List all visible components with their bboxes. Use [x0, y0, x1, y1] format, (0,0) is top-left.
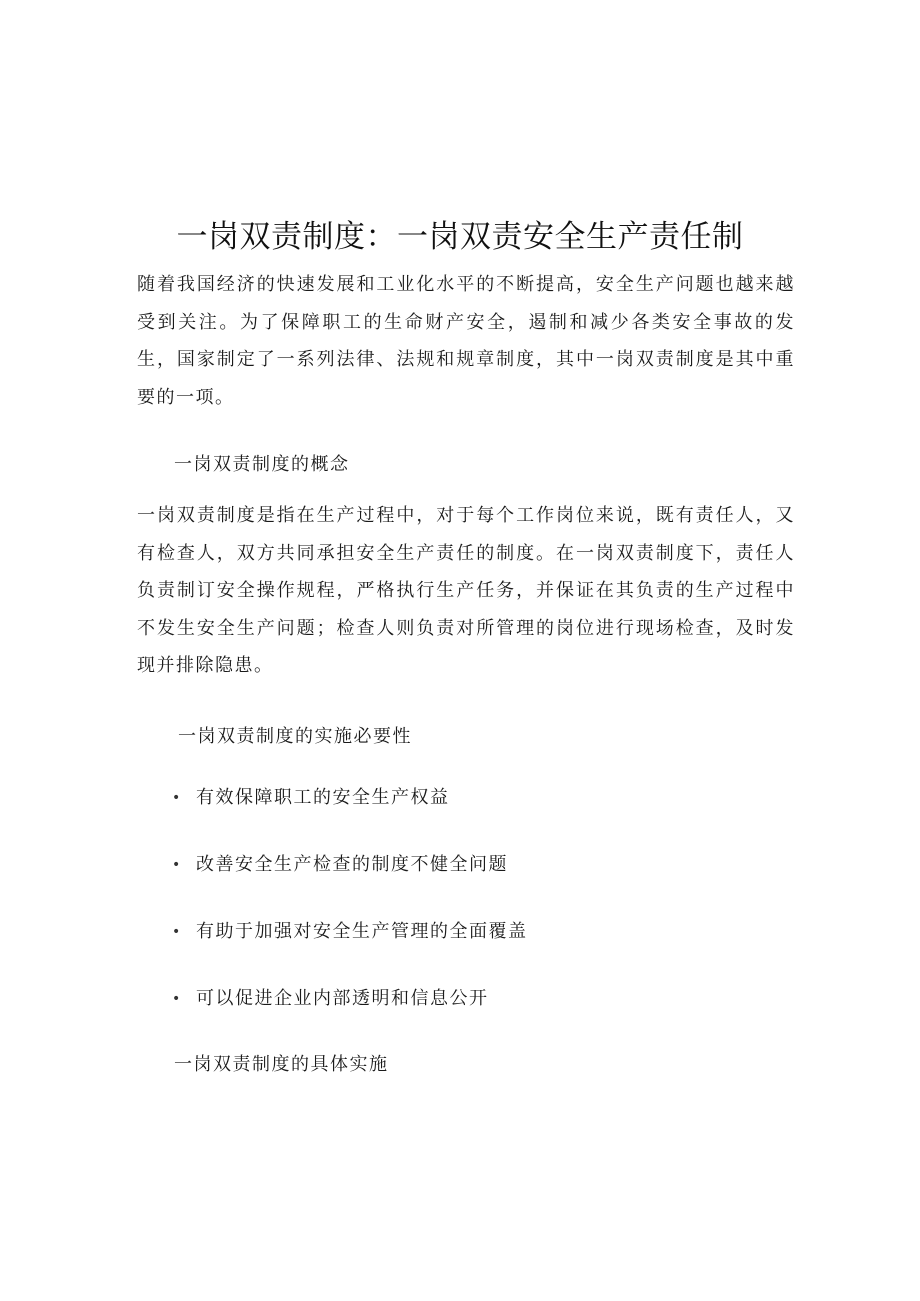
bullet-icon: •: [172, 991, 182, 1007]
bullet-icon: •: [172, 857, 182, 873]
bullet-icon: •: [172, 924, 182, 940]
list-item-text: 有效保障职工的安全生产权益: [196, 787, 450, 808]
section-heading-necessity: 一岗双责制度的实施必要性: [178, 726, 412, 747]
document-title: 一岗双责制度：一岗双责安全生产责任制: [176, 219, 744, 255]
list-item-text: 可以促进企业内部透明和信息公开: [196, 988, 489, 1009]
section-heading-concept: 一岗双责制度的概念: [174, 454, 350, 475]
section-heading-implementation: 一岗双责制度的具体实施: [174, 1054, 389, 1075]
bullet-icon: •: [172, 790, 182, 806]
list-item-text: 有助于加强对安全生产管理的全面覆盖: [196, 921, 528, 942]
intro-paragraph: 随着我国经济的快速发展和工业化水平的不断提高，安全生产问题也越来越受到关注。为了保障职工的生命财产安全，遏制和减少各类安全事故的发生，国家制定了一系列法律、法规和规章制度，其中一岗双责制度是其中重要的一项。: [137, 274, 795, 408]
list-item-text: 改善安全生产检查的制度不健全问题: [196, 854, 508, 875]
concept-paragraph: 一岗双责制度是指在生产过程中，对于每个工作岗位来说，既有责任人，又有检查人，双方共同承担安全生产责任的制度。在一岗双责制度下，责任人负责制订安全操作规程，严格执行生产任务，并保证在其负责的生产过程中不发生安全生产问题；检查人则负责对所管理的岗位进行现场检查，及时发现并排除隐患。: [137, 505, 795, 676]
